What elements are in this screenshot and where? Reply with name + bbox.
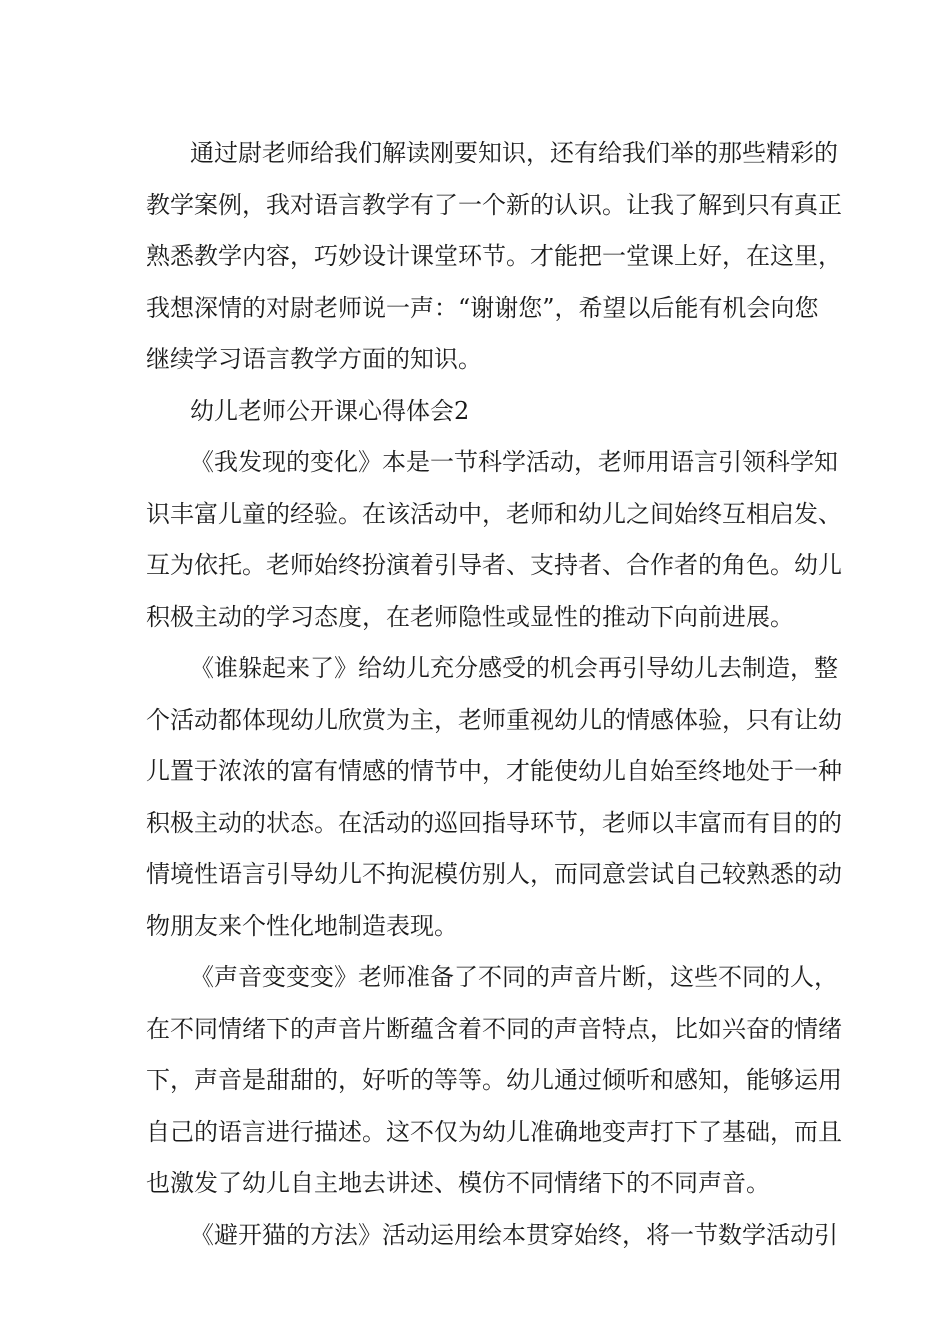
text-line: 我想深情的对尉老师说一声：“谢谢您”，希望以后能有机会向您 xyxy=(146,293,819,322)
text-line: 《声音变变变》老师准备了不同的声音片断，这些不同的人， xyxy=(190,963,838,991)
text-line: 《谁躲起来了》给幼儿充分感受的机会再引导幼儿去制造，整 xyxy=(190,654,838,682)
text-line: 下，声音是甜甜的，好听的等等。幼儿通过倾听和感知，能够运用 xyxy=(146,1066,842,1094)
text-line: 情境性语言引导幼儿不拘泥模仿别人，而同意尝试自己较熟悉的动 xyxy=(146,860,842,888)
text-line: 幼儿老师公开课心得体会2 xyxy=(190,396,470,425)
text-line: 在不同情绪下的声音片断蕴含着不同的声音特点，比如兴奋的情绪 xyxy=(146,1014,842,1043)
text-line: 互为依托。老师始终扮演着引导者、支持者、合作者的角色。幼儿 xyxy=(146,551,842,579)
text-line: 继续学习语言教学方面的知识。 xyxy=(146,345,482,373)
document-body xyxy=(146,128,842,1261)
text-line: 积极主动的状态。在活动的巡回指导环节，老师以丰富而有目的的 xyxy=(146,808,842,837)
text-line: 自己的语言进行描述。这不仅为幼儿准确地变声打下了基础，而且 xyxy=(146,1117,842,1146)
text-line: 《避开猫的方法》活动运用绘本贯穿始终，将一节数学活动引 xyxy=(190,1220,838,1249)
text-line: 也激发了幼儿自主地去讲述、模仿不同情绪下的不同声音。 xyxy=(146,1169,770,1197)
text-line: 积极主动的学习态度，在老师隐性或显性的推动下向前进展。 xyxy=(146,602,794,631)
text-line: 识丰富儿童的经验。在该活动中，老师和幼儿之间始终互相启发、 xyxy=(146,499,842,528)
text-line: 教学案例，我对语言教学有了一个新的认识。让我了解到只有真正 xyxy=(146,190,842,219)
text-line: 物朋友来个性化地制造表现。 xyxy=(146,911,458,940)
text-line: 熟悉教学内容，巧妙设计课堂环节。才能把一堂课上好，在这里， xyxy=(146,242,842,270)
text-line: 《我发现的变化》本是一节科学活动，老师用语言引领科学知 xyxy=(190,448,838,476)
text-line: 儿置于浓浓的富有情感的情节中，才能使幼儿自始至终地处于一种 xyxy=(146,757,842,785)
text-line: 个活动都体现幼儿欣赏为主，老师重视幼儿的情感体验，只有让幼 xyxy=(146,705,842,734)
text-line: 通过尉老师给我们解读刚要知识，还有给我们举的那些精彩的 xyxy=(190,139,838,167)
